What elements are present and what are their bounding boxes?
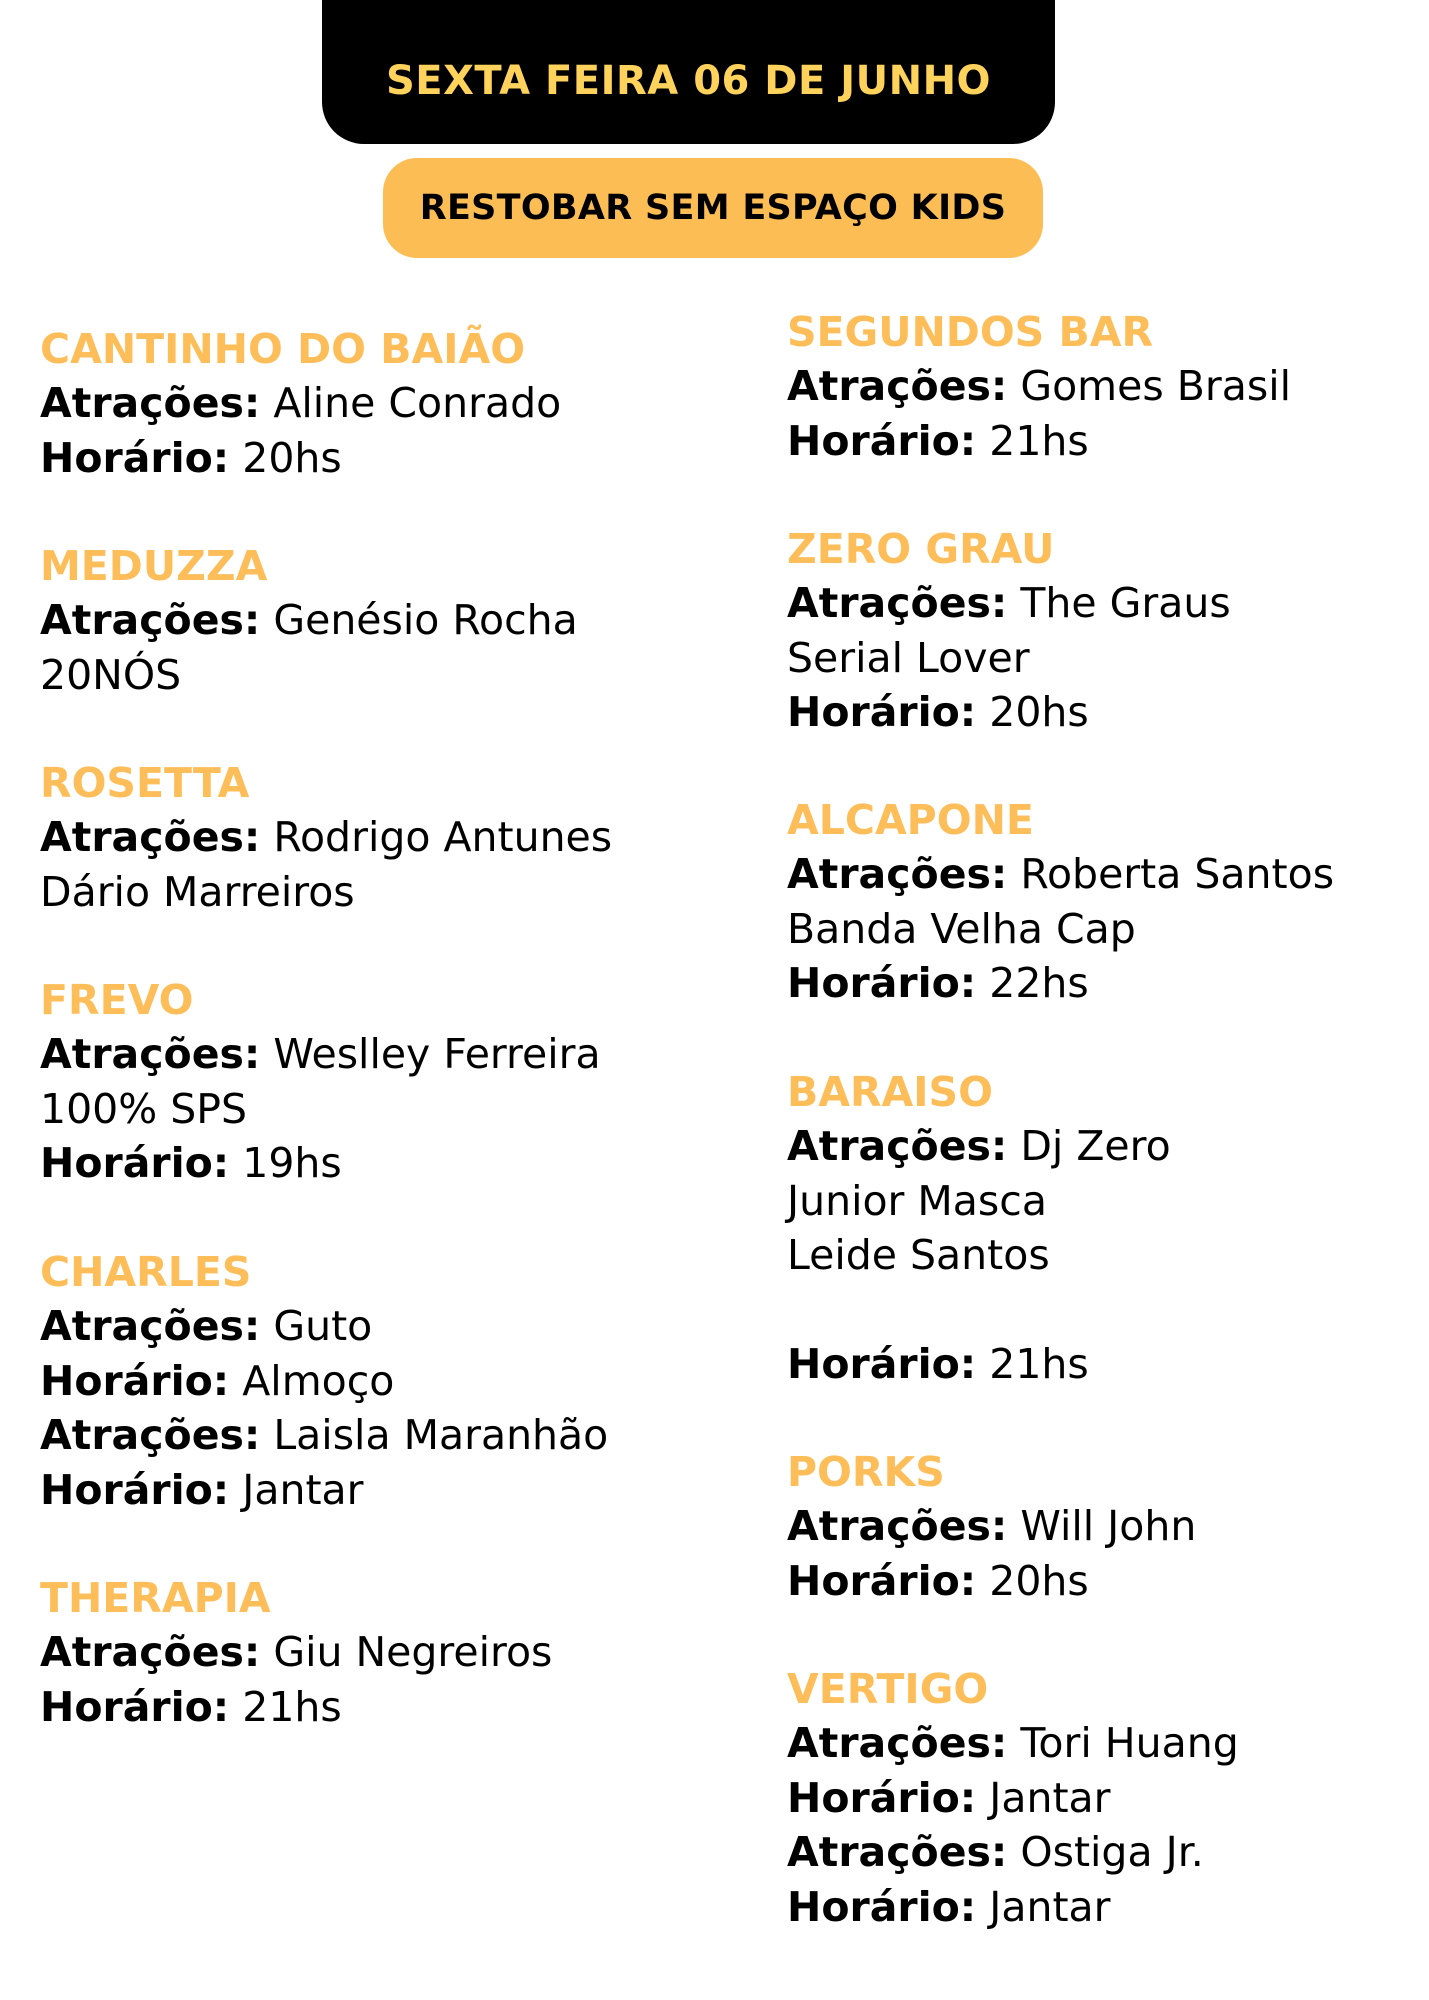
venue-name: ALCAPONE xyxy=(787,796,1034,844)
schedule-label: Horário: xyxy=(40,1356,230,1405)
venue-name: THERAPIA xyxy=(40,1574,271,1622)
attraction-label: Atrações: xyxy=(787,1122,1008,1170)
schedule-line xyxy=(787,956,1334,1011)
schedule-line xyxy=(40,431,561,486)
line-value: Giu Negreiros xyxy=(260,1628,553,1676)
venue-name: CANTINHO DO BAIÃO xyxy=(40,325,526,373)
line-value: Guto xyxy=(260,1302,373,1350)
venue-vertigo xyxy=(787,1662,1239,1934)
venue-name: FREVO xyxy=(40,976,194,1024)
attraction-label: Atrações: xyxy=(787,362,1008,410)
line-value: Roberta Santos xyxy=(1007,850,1335,898)
venue-name: SEGUNDOS BAR xyxy=(787,308,1154,356)
venue-therapia xyxy=(40,1571,552,1734)
schedule-line xyxy=(787,1771,1239,1826)
schedule-label: Horário: xyxy=(40,433,230,482)
attraction-label: Atrações: xyxy=(40,596,261,644)
line-value: Laisla Maranhão xyxy=(260,1411,609,1459)
attraction-line xyxy=(787,576,1231,631)
venue-charles xyxy=(40,1245,608,1517)
venue-baraiso xyxy=(787,1065,1171,1392)
attraction-line xyxy=(40,810,612,865)
venue-name: PORKS xyxy=(787,1448,945,1496)
attraction-label: Atrações: xyxy=(787,850,1008,898)
attraction-line xyxy=(787,1716,1239,1771)
line-value: Junior Masca xyxy=(787,1176,1047,1225)
schedule-line xyxy=(787,685,1231,740)
venue-name: BARAISO xyxy=(787,1068,993,1116)
schedule-label: Horário: xyxy=(787,688,977,736)
line-value: 19hs xyxy=(229,1139,342,1187)
schedule-line xyxy=(787,1554,1196,1609)
venue-meduzza xyxy=(40,539,578,702)
attraction-line xyxy=(787,1499,1196,1554)
venue-segundos-bar xyxy=(787,305,1291,468)
line-value: Aline Conrado xyxy=(260,379,562,427)
venue-name: CHARLES xyxy=(40,1248,252,1296)
schedule-label: Horário: xyxy=(787,959,977,1007)
line-value: 21hs xyxy=(229,1682,342,1731)
schedule-line xyxy=(40,1463,608,1518)
line-value: Will John xyxy=(1007,1502,1197,1550)
attraction-label: Atrações: xyxy=(40,1030,261,1078)
attraction-line xyxy=(787,847,1334,902)
line-value: Genésio Rocha xyxy=(260,596,578,644)
venue-name: MEDUZZA xyxy=(40,542,268,590)
line-value: 20hs xyxy=(976,1556,1089,1605)
attraction-line xyxy=(40,1625,552,1680)
line-value: Ostiga Jr. xyxy=(1007,1828,1204,1876)
line-value: Dário Marreiros xyxy=(40,867,355,916)
schedule-label: Horário: xyxy=(787,1773,977,1822)
attraction-line xyxy=(787,1825,1239,1880)
attraction-label: Atrações: xyxy=(40,1302,261,1350)
line-value: Jantar xyxy=(976,1882,1111,1931)
attraction-line xyxy=(40,593,578,648)
line-value: Rodrigo Antunes xyxy=(260,813,613,861)
venue-name: VERTIGO xyxy=(787,1665,989,1713)
line-value: 21hs xyxy=(976,416,1089,465)
category-title: RESTOBAR SEM ESPAÇO KIDS xyxy=(419,188,1007,228)
schedule-label: Horário: xyxy=(40,1139,230,1187)
venue-name: ZERO GRAU xyxy=(787,525,1055,573)
schedule-line xyxy=(40,1136,601,1191)
schedule-label: Horário: xyxy=(40,1682,230,1731)
attraction-label: Atrações: xyxy=(787,1502,1008,1550)
venue-porks xyxy=(787,1445,1196,1608)
schedule-line xyxy=(787,414,1291,469)
venue-rosetta xyxy=(40,756,612,919)
attraction-line xyxy=(40,1299,608,1354)
schedule-label: Horário: xyxy=(787,1556,977,1605)
venue-zero-grau xyxy=(787,522,1231,740)
line-value: Banda Velha Cap xyxy=(787,904,1136,953)
attraction-label: Atrações: xyxy=(787,579,1008,627)
schedule-line xyxy=(40,1354,608,1409)
date-banner xyxy=(322,0,1055,144)
attraction-line xyxy=(40,648,578,703)
attraction-line xyxy=(40,376,561,431)
venue-cantinho-do-baiao xyxy=(40,322,561,485)
line-value: Tori Huang xyxy=(1007,1719,1239,1767)
attraction-label: Atrações: xyxy=(40,1628,261,1676)
line-value: 20hs xyxy=(976,688,1089,736)
line-value: Dj Zero xyxy=(1007,1122,1171,1170)
line-value: Leide Santos xyxy=(787,1231,1050,1279)
line-value: 100% SPS xyxy=(40,1084,248,1133)
attraction-label: Atrações: xyxy=(787,1719,1008,1767)
attraction-line xyxy=(40,1082,601,1137)
line-value: 20NÓS xyxy=(40,650,182,699)
schedule-line xyxy=(787,1880,1239,1935)
attraction-label: Atrações: xyxy=(787,1828,1008,1876)
category-banner xyxy=(383,158,1043,258)
line-value: Weslley Ferreira xyxy=(260,1030,601,1078)
attraction-label: Atrações: xyxy=(40,379,261,427)
schedule-line xyxy=(40,1680,552,1735)
blank-line xyxy=(787,1283,1171,1338)
line-value: Almoço xyxy=(229,1356,395,1405)
line-value: Gomes Brasil xyxy=(1007,362,1291,410)
venue-alcapone xyxy=(787,793,1334,1011)
venue-frevo xyxy=(40,973,601,1191)
attraction-label: Atrações: xyxy=(40,813,261,861)
attraction-line xyxy=(787,902,1334,957)
line-value: 22hs xyxy=(976,959,1089,1007)
schedule-line xyxy=(787,1337,1171,1392)
schedule-label: Horário: xyxy=(787,1882,977,1931)
line-value: The Graus xyxy=(1007,579,1231,627)
line-value: Jantar xyxy=(976,1773,1111,1822)
attraction-line xyxy=(40,865,612,920)
schedule-label: Horário: xyxy=(40,1465,230,1514)
attraction-line xyxy=(787,631,1231,686)
line-value: Jantar xyxy=(229,1465,364,1514)
schedule-label: Horário: xyxy=(787,1340,977,1388)
line-value: 21hs xyxy=(976,1340,1089,1388)
date-title: SEXTA FEIRA 06 DE JUNHO xyxy=(385,58,992,104)
schedule-label: Horário: xyxy=(787,416,977,465)
attraction-label: Atrações: xyxy=(40,1411,261,1459)
venue-name: ROSETTA xyxy=(40,759,250,807)
attraction-line xyxy=(787,359,1291,414)
line-value: 20hs xyxy=(229,433,342,482)
attraction-line xyxy=(40,1408,608,1463)
line-value: Serial Lover xyxy=(787,633,1030,682)
attraction-line xyxy=(40,1027,601,1082)
attraction-line xyxy=(787,1119,1171,1174)
attraction-line xyxy=(787,1174,1171,1229)
attraction-line xyxy=(787,1228,1171,1283)
